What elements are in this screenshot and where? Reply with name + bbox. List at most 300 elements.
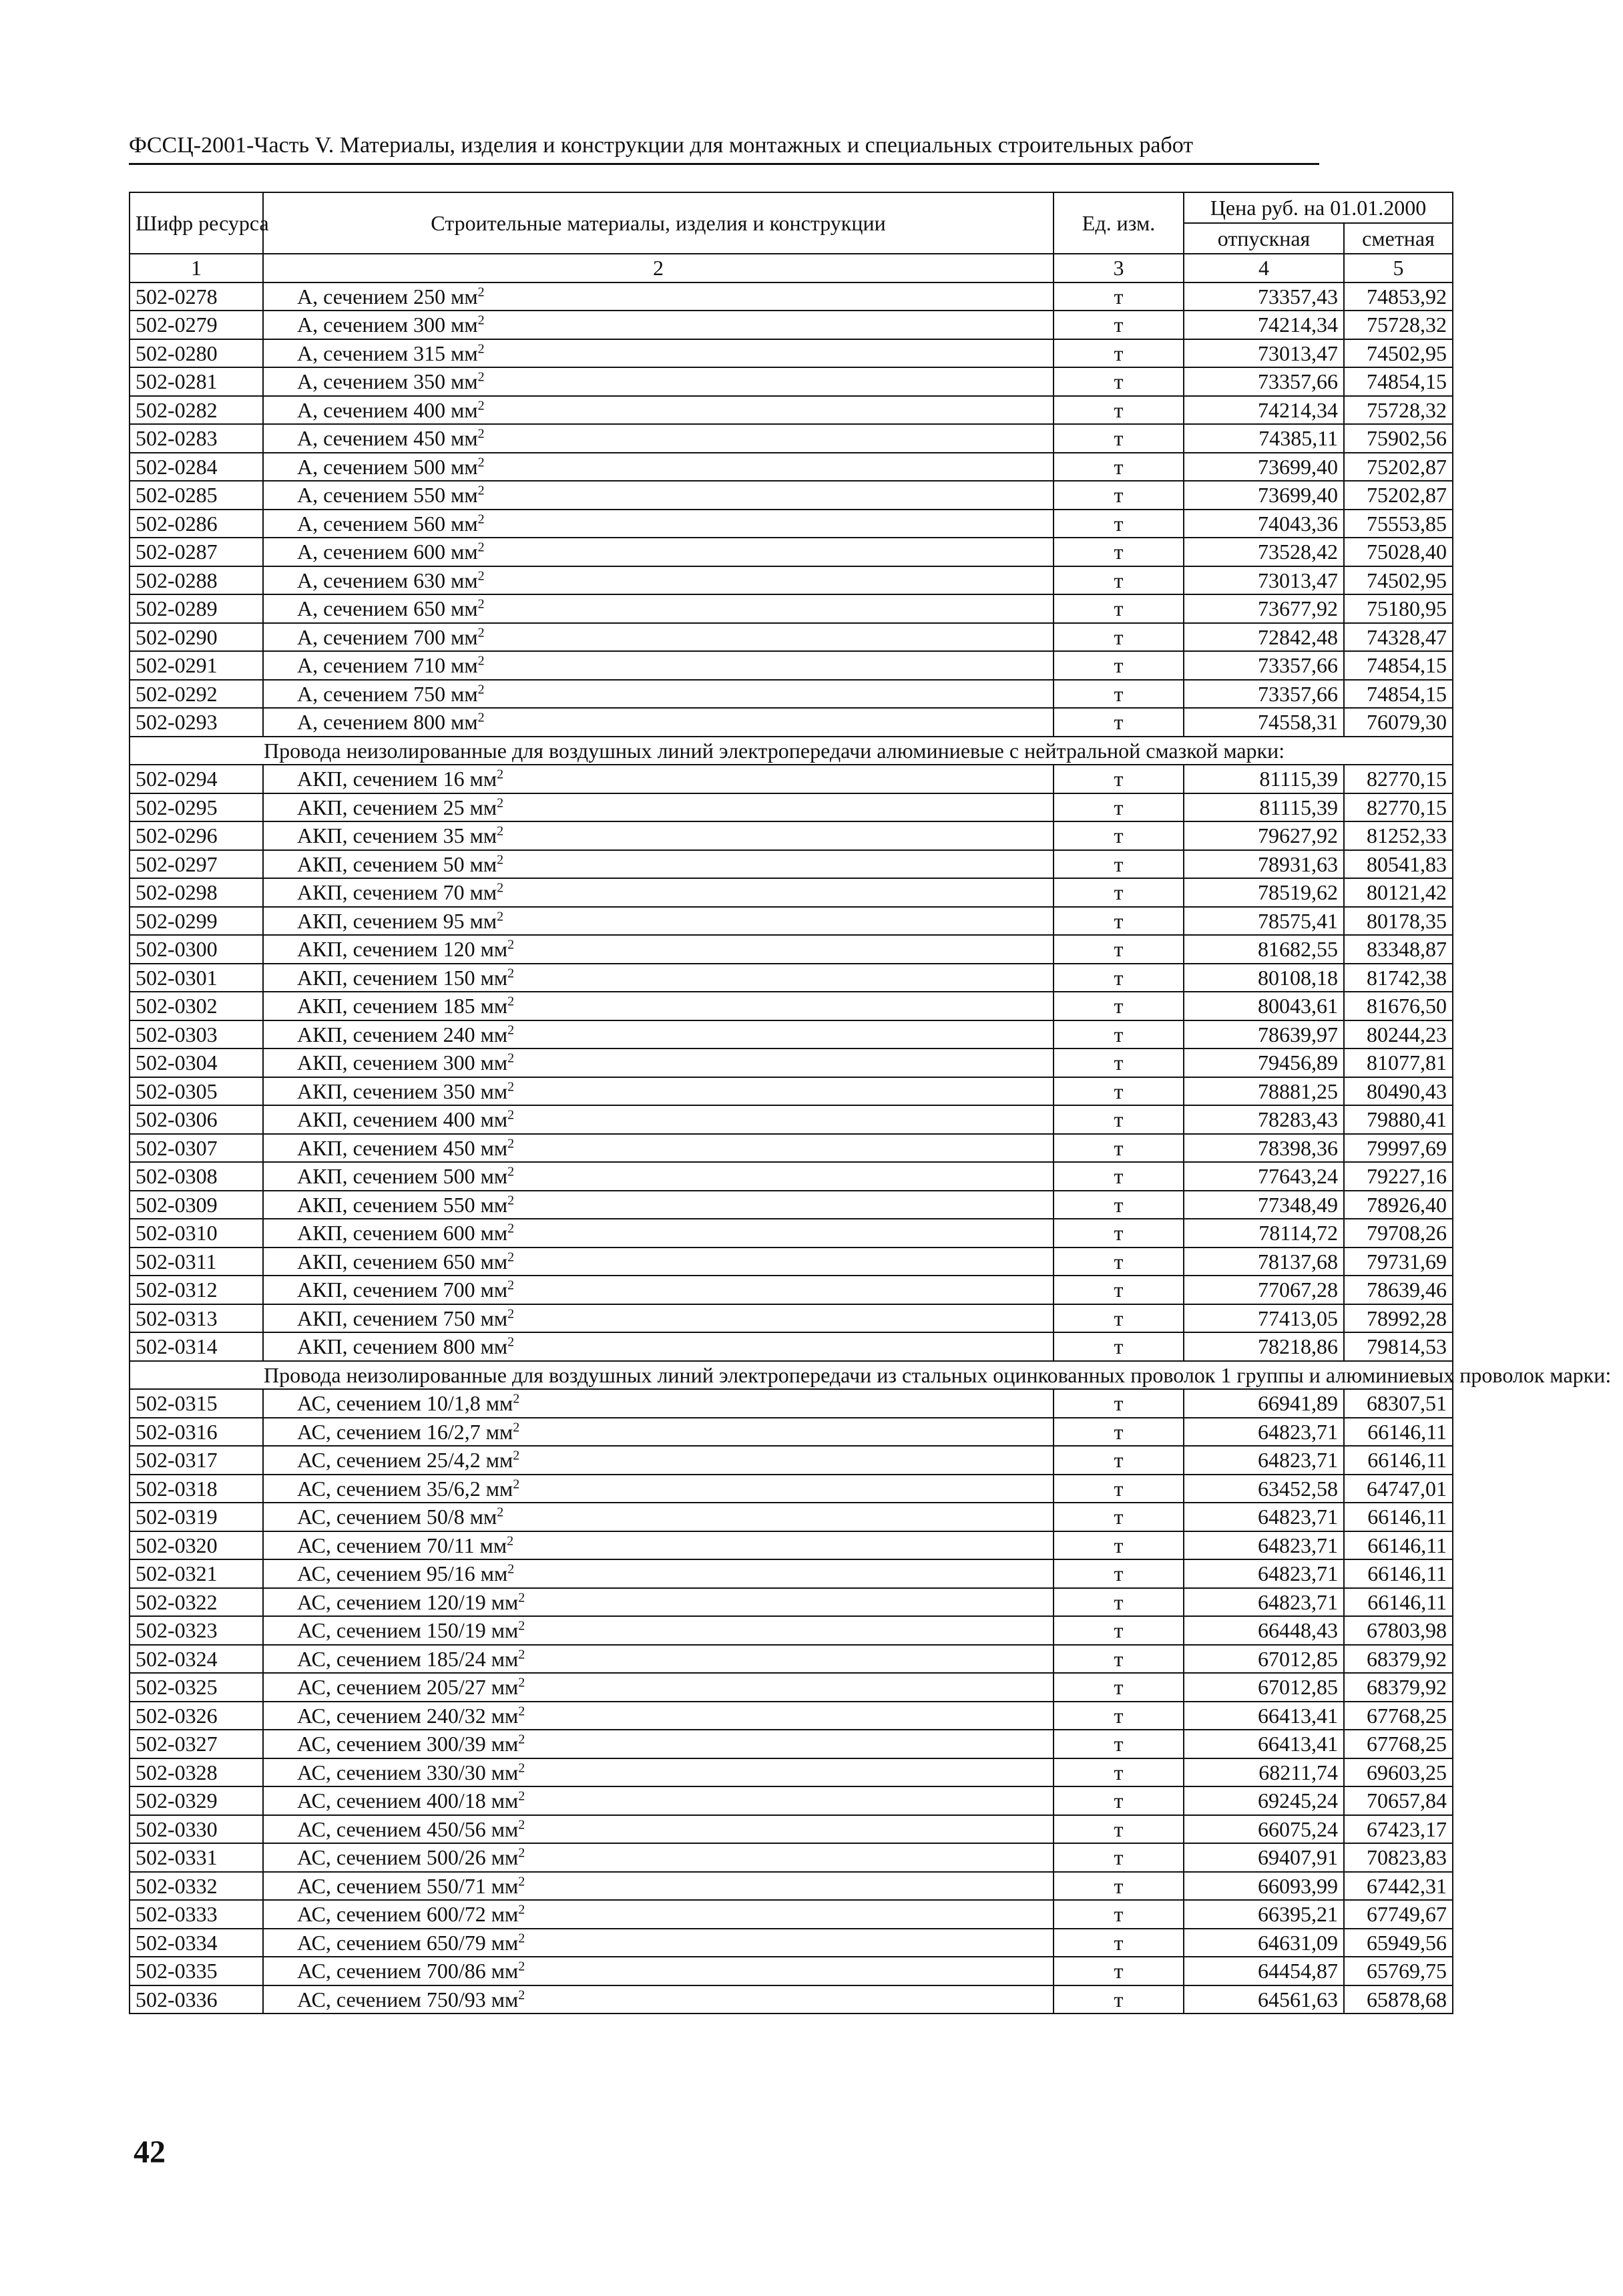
material-name-text: АКП, сечением 800 мм: [297, 1334, 508, 1359]
material-name: [263, 1559, 1054, 1588]
unit: т: [1054, 1843, 1184, 1872]
unit: т: [1054, 1985, 1184, 2014]
resource-code: 502-0327: [130, 1730, 263, 1758]
table-row: [130, 1645, 1453, 1674]
header-price: Цена руб. на 01.01.2000: [1184, 192, 1453, 223]
unit: т: [1054, 538, 1184, 566]
estimate-price: 69603,25: [1344, 1758, 1453, 1787]
square-unit-superscript: 2: [477, 512, 485, 527]
release-price: 78881,25: [1184, 1077, 1344, 1106]
unit: т: [1054, 1020, 1184, 1049]
material-name-text: АКП, сечением 700 мм: [297, 1278, 508, 1302]
release-price: 66075,24: [1184, 1815, 1344, 1844]
unit: т: [1054, 1048, 1184, 1077]
release-price: 74214,34: [1184, 396, 1344, 425]
unit: т: [1054, 935, 1184, 964]
resource-code: 502-0301: [130, 964, 263, 992]
material-name-text: АКП, сечением 750 мм: [297, 1306, 508, 1330]
material-name: [263, 1588, 1054, 1617]
square-unit-superscript: 2: [507, 1278, 515, 1293]
unit: т: [1054, 1134, 1184, 1163]
material-name-text: АС, сечением 300/39 мм: [297, 1732, 519, 1756]
square-unit-superscript: 2: [518, 1647, 525, 1662]
unit: т: [1054, 623, 1184, 652]
table-row: [130, 424, 1453, 453]
estimate-price: 81077,81: [1344, 1048, 1453, 1077]
header-estimate: сметная: [1344, 223, 1453, 254]
material-name: [263, 566, 1054, 595]
col-number: 5: [1344, 254, 1453, 282]
table-row: [130, 1134, 1453, 1163]
release-price: 66413,41: [1184, 1702, 1344, 1730]
square-unit-superscript: 2: [507, 1221, 515, 1236]
resource-code: 502-0282: [130, 396, 263, 425]
table-row: [130, 1020, 1453, 1049]
page-header: ФССЦ-2001-Часть V. Материалы, изделия и конструкции для монтажных и специальных строительных работ: [129, 133, 1194, 158]
unit: т: [1054, 1786, 1184, 1815]
resource-code: 502-0317: [130, 1446, 263, 1475]
estimate-price: 67768,25: [1344, 1702, 1453, 1730]
square-unit-superscript: 2: [477, 313, 485, 328]
table-row: [130, 1588, 1453, 1617]
square-unit-superscript: 2: [477, 710, 485, 725]
estimate-price: 79814,53: [1344, 1332, 1453, 1361]
material-name-text: АКП, сечением 185 мм: [297, 994, 508, 1018]
estimate-price: 67768,25: [1344, 1730, 1453, 1758]
resource-code: 502-0328: [130, 1758, 263, 1787]
material-name-text: АС, сечением 600/72 мм: [297, 1902, 519, 1927]
resource-code: 502-0316: [130, 1418, 263, 1447]
table-row: [130, 992, 1453, 1020]
resource-code: 502-0321: [130, 1559, 263, 1588]
release-price: 77643,24: [1184, 1162, 1344, 1191]
release-price: 68211,74: [1184, 1758, 1344, 1787]
material-name: [263, 1332, 1054, 1361]
material-name: [263, 1929, 1054, 1957]
release-price: 77067,28: [1184, 1276, 1344, 1304]
square-unit-superscript: 2: [497, 880, 504, 896]
table-row: [130, 1957, 1453, 1985]
section-row: [130, 737, 1453, 765]
material-name-text: АКП, сечением 550 мм: [297, 1192, 508, 1217]
material-name: [263, 1048, 1054, 1077]
estimate-price: 64747,01: [1344, 1475, 1453, 1503]
release-price: 78931,63: [1184, 850, 1344, 879]
square-unit-superscript: 2: [477, 540, 485, 555]
square-unit-superscript: 2: [477, 455, 485, 470]
material-name-text: АС, сечением 35/6,2 мм: [297, 1476, 513, 1501]
square-unit-superscript: 2: [477, 568, 485, 584]
estimate-price: 79227,16: [1344, 1162, 1453, 1191]
release-price: 73357,66: [1184, 367, 1344, 396]
table-row: [130, 453, 1453, 482]
material-name: [263, 765, 1054, 793]
estimate-price: 74502,95: [1344, 566, 1453, 595]
release-price: 72842,48: [1184, 623, 1344, 652]
square-unit-superscript: 2: [507, 1136, 515, 1151]
unit: т: [1054, 765, 1184, 793]
table-row: [130, 1248, 1453, 1276]
square-unit-superscript: 2: [477, 398, 485, 413]
resource-code: 502-0309: [130, 1191, 263, 1219]
square-unit-superscript: 2: [507, 1164, 515, 1179]
table-row: [130, 935, 1453, 964]
resource-code: 502-0332: [130, 1872, 263, 1901]
material-name: [263, 1389, 1054, 1418]
material-name-text: АС, сечением 95/16 мм: [297, 1561, 508, 1586]
material-name-text: А, сечением 650 мм: [297, 596, 478, 621]
material-name: [263, 708, 1054, 737]
material-name-text: А, сечением 600 мм: [297, 540, 478, 564]
material-name-text: АКП, сечением 650 мм: [297, 1249, 508, 1274]
release-price: 64454,87: [1184, 1957, 1344, 1985]
estimate-price: 78926,40: [1344, 1191, 1453, 1219]
material-name: [263, 1985, 1054, 2014]
square-unit-superscript: 2: [518, 1931, 525, 1946]
material-name-text: А, сечением 550 мм: [297, 483, 478, 508]
material-name: [263, 1276, 1054, 1304]
material-name-text: А, сечением 560 мм: [297, 511, 478, 536]
unit: т: [1054, 1815, 1184, 1844]
table-header-row: [130, 192, 1453, 223]
material-name: [263, 992, 1054, 1020]
release-price: 81115,39: [1184, 793, 1344, 822]
header-name: Строительные материалы, изделия и конструкции: [263, 192, 1054, 254]
unit: т: [1054, 1418, 1184, 1447]
square-unit-superscript: 2: [477, 369, 485, 385]
table-row: [130, 850, 1453, 879]
square-unit-superscript: 2: [507, 1193, 515, 1208]
resource-code: 502-0296: [130, 821, 263, 850]
resource-code: 502-0297: [130, 850, 263, 879]
release-price: 78137,68: [1184, 1248, 1344, 1276]
material-name: [263, 1616, 1054, 1645]
header-unit: Ед. изм.: [1054, 192, 1184, 254]
material-name-text: АС, сечением 330/30 мм: [297, 1760, 519, 1784]
resource-code: 502-0318: [130, 1475, 263, 1503]
table-row: [130, 1843, 1453, 1872]
material-name-text: А, сечением 350 мм: [297, 369, 478, 394]
resource-code: 502-0334: [130, 1929, 263, 1957]
estimate-price: 79731,69: [1344, 1248, 1453, 1276]
material-name-text: А, сечением 400 мм: [297, 397, 478, 422]
unit: т: [1054, 1191, 1184, 1219]
material-name-text: АКП, сечением 450 мм: [297, 1135, 508, 1160]
table-row: [130, 1758, 1453, 1787]
material-name: [263, 878, 1054, 907]
material-name: [263, 623, 1054, 652]
estimate-price: 74854,15: [1344, 367, 1453, 396]
release-price: 64823,71: [1184, 1503, 1344, 1531]
material-name-text: АКП, сечением 25 мм: [297, 795, 497, 819]
material-name-text: А, сечением 700 мм: [297, 624, 478, 649]
resource-code: 502-0281: [130, 367, 263, 396]
release-price: 78519,62: [1184, 878, 1344, 907]
table-row: [130, 1815, 1453, 1844]
unit: т: [1054, 594, 1184, 623]
table-row: [130, 623, 1453, 652]
material-name: [263, 821, 1054, 850]
material-name: [263, 1162, 1054, 1191]
material-name: [263, 907, 1054, 936]
material-name-text: АКП, сечением 150 мм: [297, 965, 508, 990]
estimate-price: 80178,35: [1344, 907, 1453, 936]
release-price: 79627,92: [1184, 821, 1344, 850]
material-name: [263, 793, 1054, 822]
square-unit-superscript: 2: [477, 341, 485, 357]
square-unit-superscript: 2: [507, 1533, 514, 1549]
resource-code: 502-0324: [130, 1645, 263, 1674]
release-price: 73528,42: [1184, 538, 1344, 566]
table-row: [130, 1872, 1453, 1901]
resource-code: 502-0310: [130, 1219, 263, 1248]
material-name-text: А, сечением 300 мм: [297, 313, 478, 337]
resource-code: 502-0293: [130, 708, 263, 737]
table-row: [130, 1105, 1453, 1134]
estimate-price: 75902,56: [1344, 424, 1453, 453]
unit: т: [1054, 1645, 1184, 1674]
material-name-text: А, сечением 710 мм: [297, 653, 478, 678]
square-unit-superscript: 2: [507, 1561, 515, 1577]
unit: т: [1054, 1702, 1184, 1730]
estimate-price: 80490,43: [1344, 1077, 1453, 1106]
table-row: [130, 1929, 1453, 1957]
square-unit-superscript: 2: [518, 1704, 525, 1719]
release-price: 78639,97: [1184, 1020, 1344, 1049]
square-unit-superscript: 2: [507, 994, 515, 1009]
material-name: [263, 424, 1054, 453]
table-row: [130, 793, 1453, 822]
table-row: [130, 1673, 1453, 1702]
unit: т: [1054, 1077, 1184, 1106]
material-name: [263, 1446, 1054, 1475]
estimate-price: 81742,38: [1344, 964, 1453, 992]
estimate-price: 82770,15: [1344, 793, 1453, 822]
unit: т: [1054, 1503, 1184, 1531]
material-name: [263, 1872, 1054, 1901]
release-price: 77413,05: [1184, 1304, 1344, 1333]
material-name: [263, 1900, 1054, 1929]
unit: т: [1054, 1673, 1184, 1702]
table-row: [130, 1418, 1453, 1447]
material-name: [263, 680, 1054, 709]
estimate-price: 65949,56: [1344, 1929, 1453, 1957]
resource-code: 502-0294: [130, 765, 263, 793]
material-name: [263, 1673, 1054, 1702]
material-name-text: АКП, сечением 70 мм: [297, 880, 497, 905]
estimate-price: 66146,11: [1344, 1531, 1453, 1560]
estimate-price: 70823,83: [1344, 1843, 1453, 1872]
table-row: [130, 367, 1453, 396]
material-name: [263, 1020, 1054, 1049]
unit: т: [1054, 680, 1184, 709]
unit: т: [1054, 1531, 1184, 1560]
material-name-text: А, сечением 800 мм: [297, 710, 478, 735]
unit: т: [1054, 1957, 1184, 1985]
material-name-text: АКП, сечением 350 мм: [297, 1079, 508, 1103]
estimate-price: 78639,46: [1344, 1276, 1453, 1304]
release-price: 69245,24: [1184, 1786, 1344, 1815]
release-price: 79456,89: [1184, 1048, 1344, 1077]
material-name: [263, 453, 1054, 482]
unit: т: [1054, 850, 1184, 879]
estimate-price: 66146,11: [1344, 1503, 1453, 1531]
section-title: Провода неизолированные для воздушных линий электропередачи алюминиевые с нейтральной смазкой марки:: [130, 737, 1453, 765]
material-name-text: АКП, сечением 300 мм: [297, 1050, 508, 1075]
material-name: [263, 1702, 1054, 1730]
release-price: 81115,39: [1184, 765, 1344, 793]
square-unit-superscript: 2: [477, 682, 485, 697]
material-name-text: АКП, сечением 500 мм: [297, 1164, 508, 1189]
release-price: 73699,40: [1184, 453, 1344, 482]
release-price: 73013,47: [1184, 566, 1344, 595]
resource-code: 502-0336: [130, 1985, 263, 2014]
table-row: [130, 566, 1453, 595]
resource-code: 502-0283: [130, 424, 263, 453]
material-name-text: АКП, сечением 240 мм: [297, 1022, 508, 1046]
material-name: [263, 1219, 1054, 1248]
estimate-price: 74502,95: [1344, 339, 1453, 368]
unit: т: [1054, 878, 1184, 907]
resource-code: 502-0280: [130, 339, 263, 368]
resource-code: 502-0291: [130, 651, 263, 680]
unit: т: [1054, 793, 1184, 822]
resource-code: 502-0307: [130, 1134, 263, 1163]
material-name-text: АС, сечением 450/56 мм: [297, 1816, 519, 1841]
unit: т: [1054, 1588, 1184, 1617]
unit: т: [1054, 424, 1184, 453]
estimate-price: 80121,42: [1344, 878, 1453, 907]
table-row: [130, 1475, 1453, 1503]
material-name: [263, 1645, 1054, 1674]
square-unit-superscript: 2: [477, 284, 485, 300]
unit: т: [1054, 821, 1184, 850]
estimate-price: 74853,92: [1344, 282, 1453, 311]
table-row: [130, 821, 1453, 850]
unit: т: [1054, 1219, 1184, 1248]
material-name-text: А, сечением 630 мм: [297, 568, 478, 592]
material-name-text: АС, сечением 150/19 мм: [297, 1618, 519, 1643]
unit: т: [1054, 282, 1184, 311]
material-name-text: АС, сечением 750/93 мм: [297, 1987, 519, 2012]
unit: т: [1054, 339, 1184, 368]
col-number: 1: [130, 254, 263, 282]
resource-code: 502-0292: [130, 680, 263, 709]
table-row: [130, 311, 1453, 339]
estimate-price: 83348,87: [1344, 935, 1453, 964]
header-code: Шифр ресурса: [130, 192, 263, 254]
estimate-price: 66146,11: [1344, 1559, 1453, 1588]
unit: т: [1054, 453, 1184, 482]
material-name-text: АКП, сечением 16 мм: [297, 767, 497, 791]
table-row: [130, 878, 1453, 907]
estimate-price: 79880,41: [1344, 1105, 1453, 1134]
release-price: 67012,85: [1184, 1673, 1344, 1702]
estimate-price: 75728,32: [1344, 311, 1453, 339]
col-number: 3: [1054, 254, 1184, 282]
material-name: [263, 1418, 1054, 1447]
release-price: 73699,40: [1184, 481, 1344, 510]
release-price: 64561,63: [1184, 1985, 1344, 2014]
unit: т: [1054, 510, 1184, 538]
material-name: [263, 1503, 1054, 1531]
resource-code: 502-0287: [130, 538, 263, 566]
resource-code: 502-0325: [130, 1673, 263, 1702]
material-name: [263, 1475, 1054, 1503]
material-name: [263, 1531, 1054, 1560]
material-name-text: АКП, сечением 400 мм: [297, 1107, 508, 1132]
release-price: 64823,71: [1184, 1531, 1344, 1560]
release-price: 66413,41: [1184, 1730, 1344, 1758]
resource-code: 502-0302: [130, 992, 263, 1020]
material-name-text: АС, сечением 550/71 мм: [297, 1873, 519, 1898]
resource-code: 502-0314: [130, 1332, 263, 1361]
material-name: [263, 339, 1054, 368]
table-row: [130, 680, 1453, 709]
table-row: [130, 396, 1453, 425]
resource-code: 502-0288: [130, 566, 263, 595]
release-price: 66448,43: [1184, 1616, 1344, 1645]
material-name-text: А, сечением 315 мм: [297, 341, 478, 365]
unit: т: [1054, 1872, 1184, 1901]
material-name: [263, 935, 1054, 964]
square-unit-superscript: 2: [518, 1817, 525, 1833]
resource-code: 502-0335: [130, 1957, 263, 1985]
unit: т: [1054, 1332, 1184, 1361]
resource-code: 502-0329: [130, 1786, 263, 1815]
material-name-text: А, сечением 500 мм: [297, 454, 478, 479]
unit: т: [1054, 1559, 1184, 1588]
resource-code: 502-0304: [130, 1048, 263, 1077]
estimate-price: 67749,67: [1344, 1900, 1453, 1929]
resource-code: 502-0315: [130, 1389, 263, 1418]
material-name: [263, 1957, 1054, 1985]
unit: т: [1054, 964, 1184, 992]
material-name: [263, 651, 1054, 680]
resource-code: 502-0279: [130, 311, 263, 339]
unit: т: [1054, 311, 1184, 339]
square-unit-superscript: 2: [507, 1050, 515, 1066]
page-number: 42: [134, 2134, 166, 2170]
material-name: [263, 1134, 1054, 1163]
material-name-text: АС, сечением 500/26 мм: [297, 1845, 519, 1870]
material-name: [263, 481, 1054, 510]
material-name-text: АС, сечением 700/86 мм: [297, 1959, 519, 1983]
table-row: [130, 964, 1453, 992]
table-row: [130, 1730, 1453, 1758]
table-row: [130, 1531, 1453, 1560]
release-price: 77348,49: [1184, 1191, 1344, 1219]
square-unit-superscript: 2: [497, 767, 504, 782]
resource-code: 502-0311: [130, 1248, 263, 1276]
estimate-price: 66146,11: [1344, 1446, 1453, 1475]
table-row: [130, 708, 1453, 737]
square-unit-superscript: 2: [497, 852, 504, 868]
material-name-text: А, сечением 450 мм: [297, 426, 478, 451]
unit: т: [1054, 1162, 1184, 1191]
material-name-text: АС, сечением 25/4,2 мм: [297, 1448, 513, 1473]
material-name: [263, 311, 1054, 339]
material-name: [263, 1815, 1054, 1844]
header-rule: [129, 163, 1319, 165]
table-row: [130, 1446, 1453, 1475]
table-row: [130, 1332, 1453, 1361]
material-name: [263, 1758, 1054, 1787]
unit: т: [1054, 481, 1184, 510]
material-name-text: АС, сечением 185/24 мм: [297, 1646, 519, 1671]
material-name-text: АС, сечением 400/18 мм: [297, 1788, 519, 1813]
unit: т: [1054, 1276, 1184, 1304]
